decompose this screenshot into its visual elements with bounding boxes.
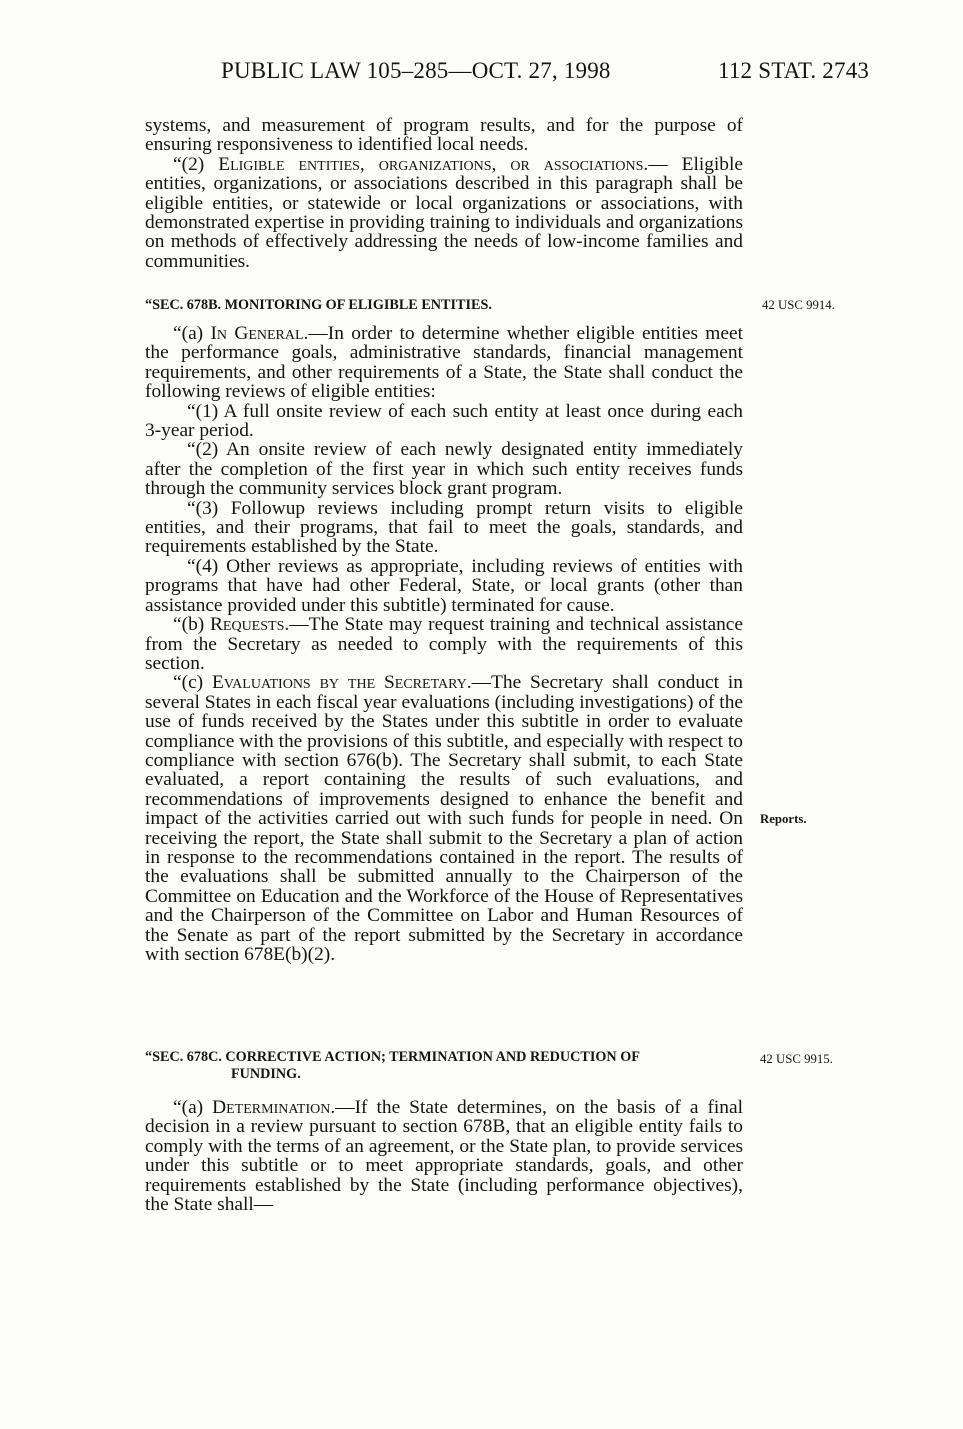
page-header <box>221 58 901 84</box>
header-title: PUBLIC LAW 105–285—OCT. 27, 1998 <box>221 58 611 83</box>
list-item-review-4: “(4) Other reviews as appropriate, including reviews of entities with programs that have had other Federal, State, or local grants (other than assistance provided under this subtitle) terminated for cause. <box>145 555 743 616</box>
text-block-3 <box>145 1098 743 1214</box>
header-stat-page: 112 STAT. 2743 <box>718 58 870 83</box>
paragraph-requests: “(b) Requests.—The State may request training and technical assistance from the Secretary as needed to comply with the requirements of this section. <box>145 614 743 674</box>
section-heading-678b: “SEC. 678B. MONITORING OF ELIGIBLE ENTITIES. <box>145 297 492 313</box>
subsection-heading: Evaluations by the Secretary. <box>212 672 472 694</box>
paragraph-evaluations: “(c) Evaluations by the Secretary.—The Secretary shall conduct in several States in each fiscal year evaluations (including investigations) of the use of funds received by the States under this subtitle in order to evaluate compliance with the provisions of this subtitle, and especially with respect to compliance with section 676(b). The Secretary shall submit, to each State evaluated, a report containing the results of such evaluations, and recommendations of improvements designed to enhance the benefit and impact of the activities carried out with such funds for people in need. On receiving the report, the State shall submit to the Secretary a plan of action in response to the recommendations contained in the report. The results of the evaluations shall be submitted annually to the Chairperson of the Committee on Education and the Workforce of the House of Representatives and the Chairperson of the Committee on Labor and Human Resources of the Senate as part of the report submitted by the Secretary in accordance with section 678E(b)(2). <box>145 672 743 965</box>
paragraph-systems: systems, and measurement of program results, and for the purpose of ensuring responsiveness to identified local needs. <box>145 115 743 156</box>
subsection-heading: Requests. <box>209 614 290 636</box>
section-heading-678c: “SEC. 678C. CORRECTIVE ACTION; TERMINATION AND REDUCTION OF FUNDING. <box>145 1049 640 1082</box>
list-item-review-3: “(3) Followup reviews including prompt return visits to eligible entities, and their programs, that fail to meet the goals, standards, and requirements established by the State. <box>145 497 743 558</box>
subsection-heading: In General. <box>210 323 309 344</box>
paragraph-determination: “(a) Determination.—If the State determines, on the basis of a final decision in a review pursuant to section 678B, that an eligible entity fails to comply with the terms of an agreement, or the State plan, to provide services under this subtitle or to meet appropriate standards, goals, and other requirements established by the State (including performance objectives), the State shall— <box>145 1097 743 1216</box>
list-item-review-1: “(1) A full onsite review of each such entity at least once during each 3-year period. <box>145 400 743 442</box>
paragraph-in-general: “(a) In General.—In order to determine whether eligible entities meet the performance goals, administrative standards, financial management requirements, and other requirements of a State, the State shall conduct the following reviews of eligible entities: <box>145 323 743 403</box>
margin-note-usc-9914: 42 USC 9914. <box>762 298 835 312</box>
margin-note-usc-9915: 42 USC 9915. <box>760 1052 833 1066</box>
subsection-heading: Determination. <box>212 1097 336 1118</box>
text-block-2 <box>145 324 743 964</box>
subsection-heading: Eligible entities, organizations, or associations. <box>218 153 649 175</box>
paragraph-eligible-entities: “(2) Eligible entities, organizations, or associations.— Eligible entities, organizations, or associations described in this paragraph shall be eligible entities, or statewide or local organizations or associations, with demonstrated expertise in providing training to individuals and organizations on methods of effectively addressing the needs of low-income families and communities. <box>145 153 743 272</box>
list-item-review-2: “(2) An onsite review of each newly designated entity immediately after the completion of the first year in which such entity receives funds through the community services block grant program. <box>145 439 743 500</box>
text-block-1 <box>145 116 743 271</box>
margin-note-reports: Reports. <box>760 812 807 826</box>
